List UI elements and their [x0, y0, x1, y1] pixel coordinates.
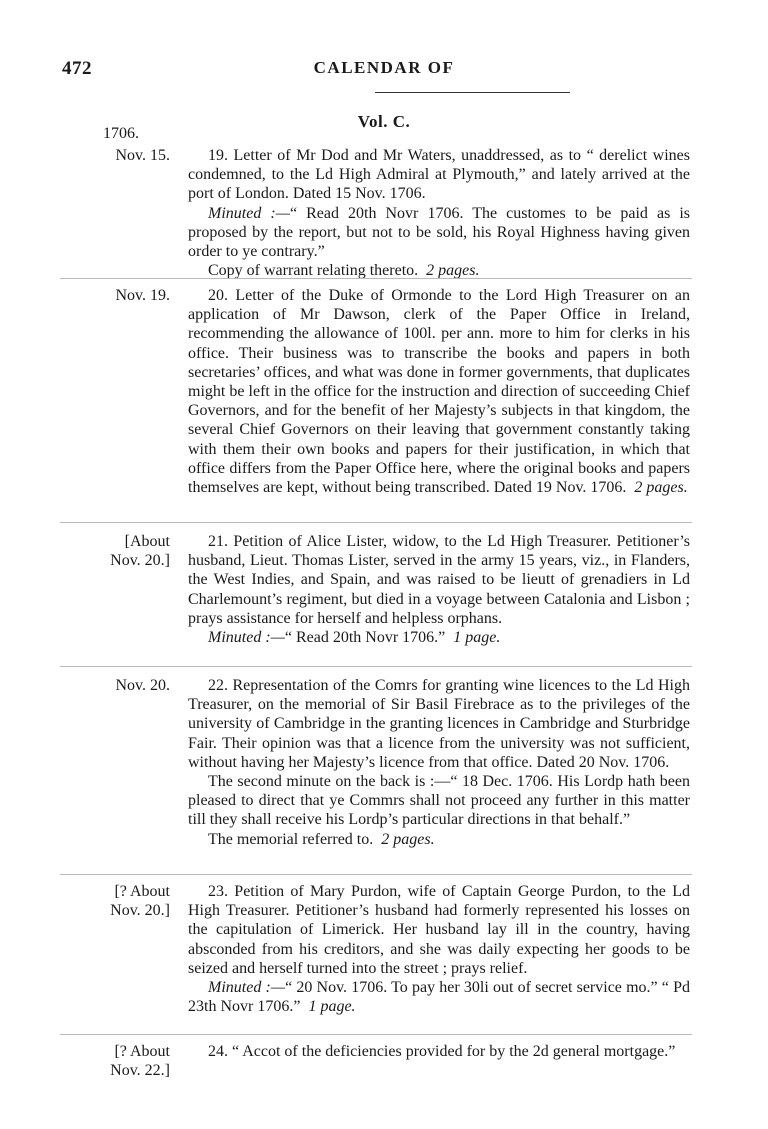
running-title: CALENDAR OF [313, 58, 455, 77]
entry-minute [188, 628, 690, 647]
entry-body [188, 882, 690, 1016]
entry-date: Nov. 20. [115, 677, 170, 694]
page-count: 2 pages. [634, 479, 688, 497]
entry-date: Nov. 15. [115, 147, 170, 164]
minute-label: Minuted :— [208, 204, 290, 222]
entry-minute [188, 204, 690, 262]
entry-separator [60, 1034, 692, 1035]
entry-separator [60, 278, 692, 279]
entry-separator [60, 874, 692, 875]
entry-date [60, 882, 170, 920]
entry-note [188, 830, 690, 849]
entry-body [188, 532, 690, 647]
page-number: 472 [62, 58, 92, 79]
date-line: [? About [114, 883, 170, 900]
entry-date: Nov. 19. [115, 287, 170, 304]
entry-text: 19. Letter of Mr Dod and Mr Waters, unaddressed, as to “ derelict wines condemned, to the Ld High Admiral at Plymouth,” and lately arrived at the port of London. Dated 15 Nov. 1706. [188, 147, 690, 203]
minute-text: “ Read 20th Novr 1706. The customes to be paid as is proposed by the report, but not to be sold, his Royal Highness having given order to ye contrary.” [188, 204, 691, 261]
entry-text: 21. Petition of Alice Lister, widow, to the Ld High Treasurer. Petitioner’s husband, Lieut. Thomas Lister, served in the army 15 years, viz., in Flanders, the West Indies, and Spain, and was raised to be lieutt of grenadiers in Ld Charlemount’s regiment, but died in a voyage between Catalonia and Lisbon ; prays assistance for herself and helpless orphans. [188, 533, 690, 627]
margin-year: 1706. [103, 125, 139, 142]
page-count: 1 page. [453, 629, 501, 647]
date-line: Nov. 22.] [110, 1062, 170, 1079]
date-line: [About [124, 533, 170, 550]
extra-note: The memorial referred to. [208, 830, 374, 848]
entry-text: 20. Letter of the Duke of Ormonde to the Lord High Treasurer on an application of Mr Dawson, clerk of the Paper Office in Ireland, recommending the allowance of 100l. per ann. more to him for clerks in his office. Their business was to transcribe the books and papers in both secretaries’ offices, and what was done in former governments, that duplicates might be left in the office for the instruction and direction of succeeding Chief Governors, and for the benefit of her Majesty’s subjects in that kingdom, the several Chief Governors on their leaving that government constantly taking with them their own books and papers for their justification, in which that office differs from the Paper Office here, where the original books and papers themselves are kept, without being transcribed. Dated 19 Nov. 1706. [188, 287, 690, 497]
page-count: 2 pages. [426, 262, 480, 280]
second-minute: The second minute on the back is :—“ 18 Dec. 1706. His Lordp hath been pleased to direct that ye Commrs shall not proceed any further in this matter till they shall receive his Lordp’s particular directions in that behalf.” [188, 773, 690, 829]
entry-text: 23. Petition of Mary Purdon, wife of Captain George Purdon, to the Ld High Treasurer. Petitioner’s husband had formerly represented his losses on the capitulation of Limerick. Her husband lay ill in the country, having absconded from his creditors, and she was daily expecting her goods to be seized and herself turned into the street ; prays relief. [188, 883, 690, 977]
minute-text: “ Read 20th Novr 1706.” [284, 629, 446, 647]
minute-label: Minuted :— [208, 979, 286, 997]
entry-text: 24. “ Accot of the deficiencies provided for by the 2d general mortgage.” [208, 1043, 676, 1060]
entry-date [60, 1042, 170, 1080]
date-line: [? About [114, 1043, 170, 1060]
volume-heading: Vol. C. [357, 112, 411, 131]
entry-body [188, 286, 690, 497]
minute-text: “ 20 Nov. 1706. To pay her 30li out of secret service mo.” “ Pd 23th Novr 1706.” [188, 979, 690, 1016]
minute-label: Minuted :— [208, 629, 285, 647]
date-line: Nov. 20.] [110, 552, 170, 569]
entry-body [188, 676, 690, 849]
page-count: 2 pages. [381, 830, 435, 848]
entry-text: 22. Representation of the Comrs for granting wine licences to the Ld High Treasurer, on the memorial of Sir Basil Firebrace as to the privileges of the university of Cambridge in the granting licences in Cambridge and Sturbridge Fair. Their opinion was that a licence from the university was not sufficient, without having her Majesty’s licence from that office. Dated 20 Nov. 1706. [188, 677, 690, 771]
entry-separator [60, 666, 692, 667]
entry-paragraph [188, 286, 690, 497]
entry-date [60, 532, 170, 570]
date-line: Nov. 20.] [110, 902, 170, 919]
header-rule [375, 92, 570, 93]
extra-note: Copy of warrant relating thereto. [208, 262, 419, 280]
entry-separator [60, 522, 692, 523]
entry-minute [188, 978, 690, 1016]
entry-body [188, 146, 690, 280]
entry-body [188, 1042, 690, 1061]
page-count: 1 page. [308, 998, 356, 1016]
